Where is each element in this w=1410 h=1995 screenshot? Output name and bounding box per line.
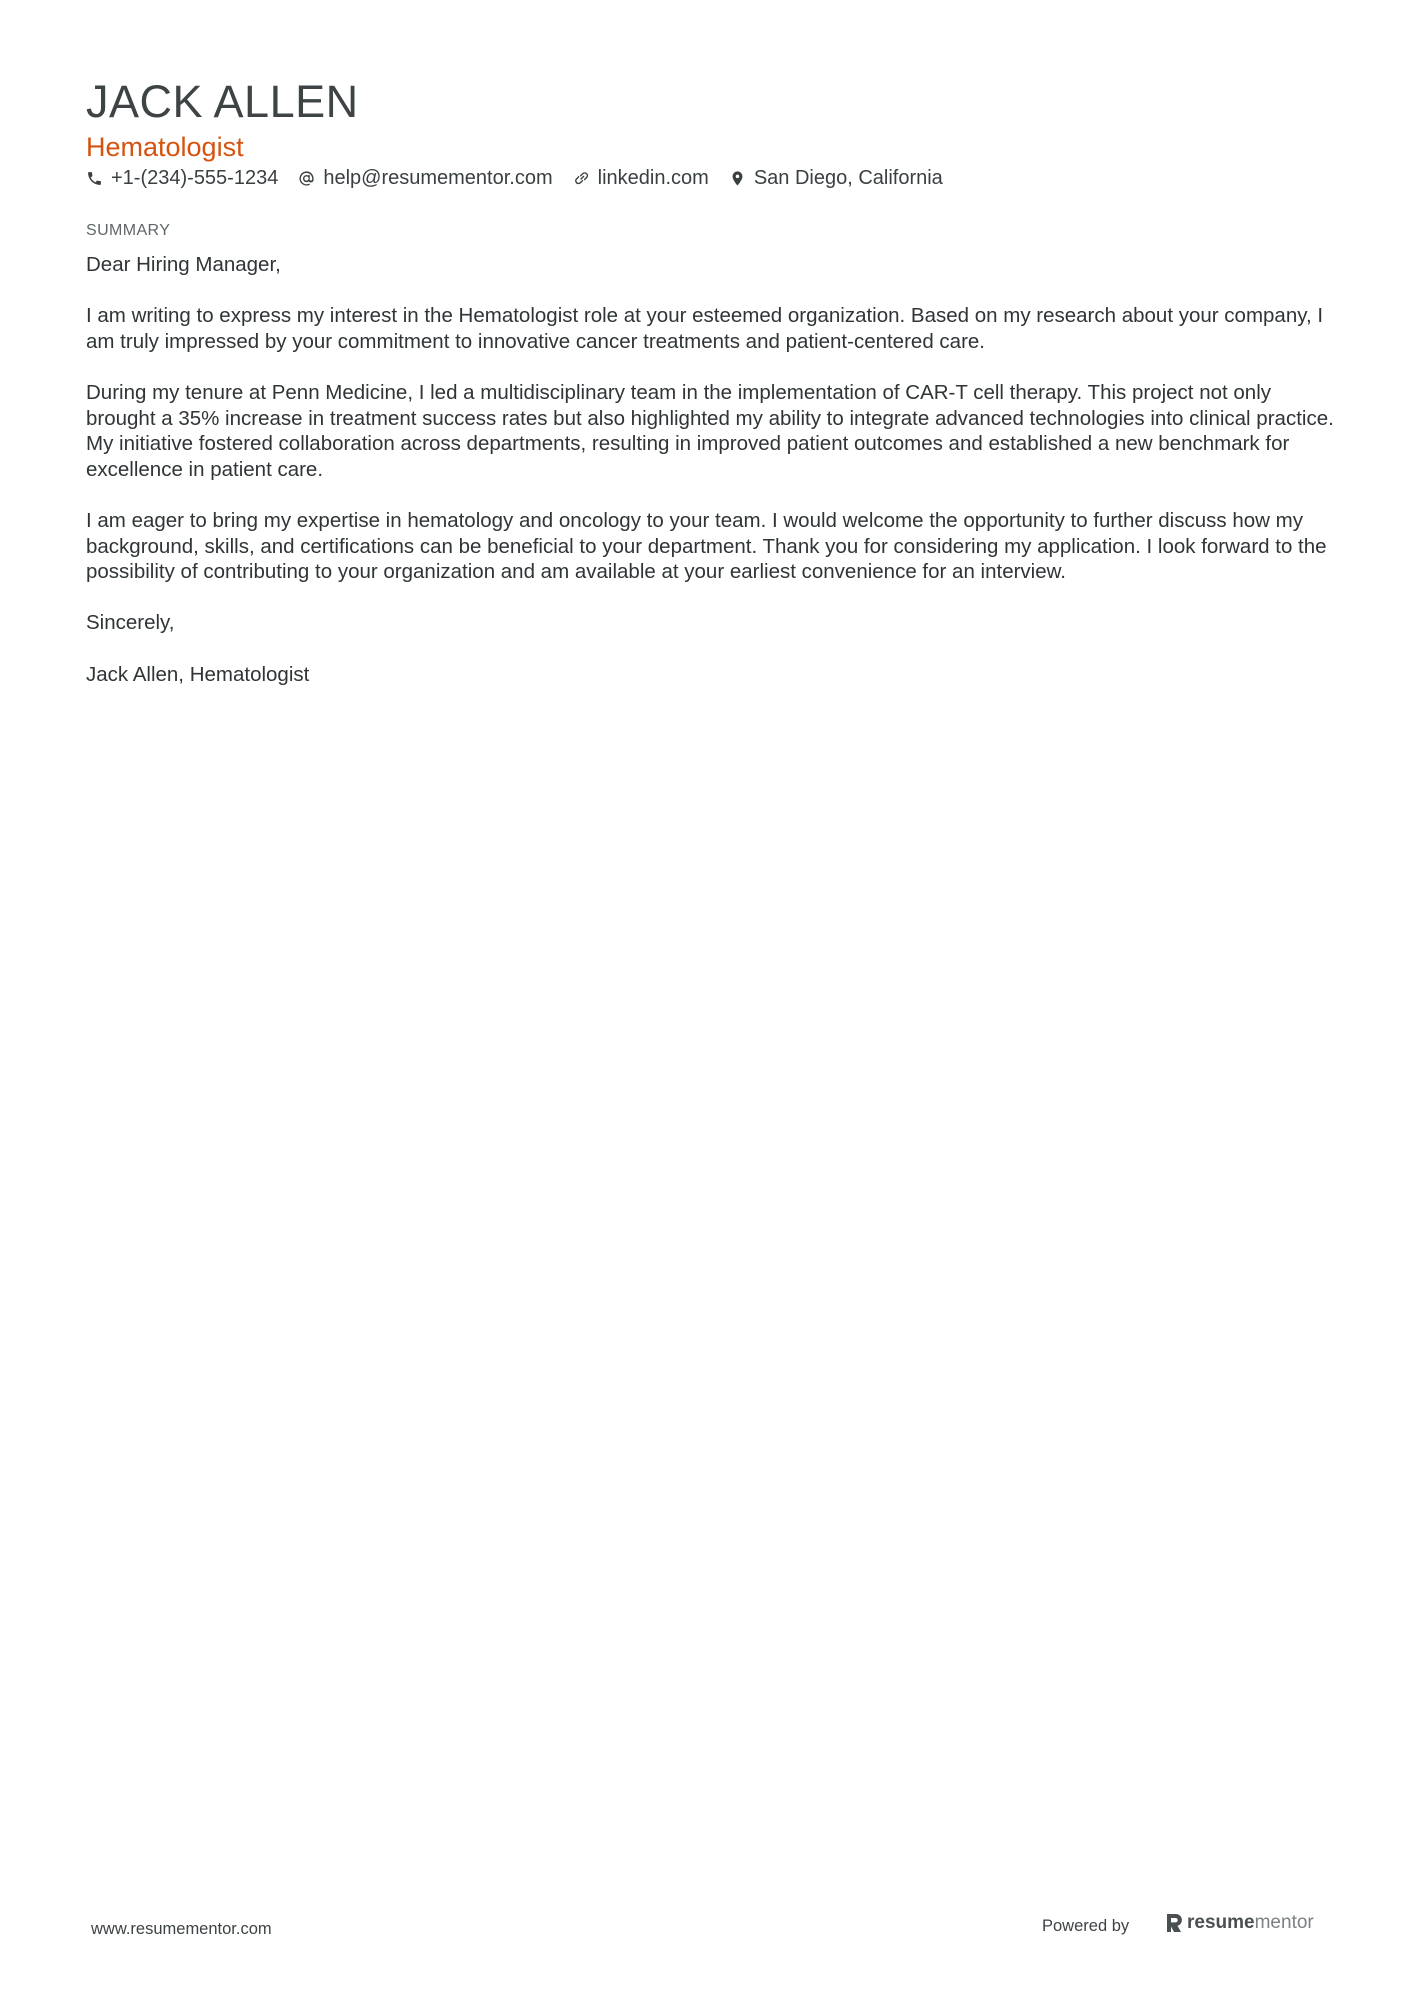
- letter-body: [86, 252, 1336, 713]
- letter-signature: Jack Allen, Hematologist: [86, 662, 310, 686]
- brand-logo[interactable]: [1165, 1912, 1314, 1934]
- powered-by-label: Powered by: [1042, 1917, 1130, 1935]
- phone-text: +1-(234)-555-1234: [111, 167, 279, 189]
- contact-phone: [86, 164, 278, 192]
- link-icon: [573, 170, 590, 187]
- contact-email[interactable]: [298, 164, 552, 192]
- linkedin-text: linkedin.com: [597, 167, 709, 189]
- letter-closing: Sincerely,: [86, 611, 175, 635]
- letter-greeting: Dear Hiring Manager,: [86, 253, 281, 276]
- resumementor-logo-icon: [1165, 1913, 1183, 1933]
- brand-name-light: mentor: [1254, 1912, 1314, 1933]
- contact-bar: [86, 164, 963, 192]
- email-text: help@resumementor.com: [323, 167, 553, 189]
- at-icon: [298, 170, 315, 187]
- summary-heading: SUMMARY: [86, 222, 171, 239]
- letter-paragraph-2: During my tenure at Penn Medicine, I led a multidisciplinary team in the implementation of CAR-T cell therapy. This project not only brought a 35% increase in treatment success rates but also highlighted my ability to integrate advanced technologies into clinical practice. My initiative fostered collaboration across departments, resulting in improved patient outcomes and established a new benchmark for excellence in patient care.: [86, 380, 1334, 481]
- letter-paragraph-3: I am eager to bring my expertise in hematology and oncology to your team. I would welcome the opportunity to further discuss how my background, skills, and certifications can be beneficial to your department. Thank you for considering my application. I look forward to the possibility of contributing to your organization and am available at your earliest convenience for an interview.: [86, 508, 1327, 584]
- footer-website[interactable]: www.resumementor.com: [91, 1920, 272, 1938]
- location-pin-icon: [729, 170, 746, 187]
- brand-name-bold: resume: [1187, 1912, 1255, 1933]
- candidate-title: Hematologist: [86, 132, 244, 162]
- contact-linkedin[interactable]: [573, 164, 709, 192]
- candidate-name: JACK ALLEN: [86, 76, 359, 127]
- letter-paragraph-1: I am writing to express my interest in the Hematologist role at your esteemed organization. Based on my research about your company, I am truly impressed by your commitment to innovative cancer treatments and patient-centered care.: [86, 304, 1324, 353]
- phone-icon: [86, 170, 103, 187]
- contact-location: [729, 164, 943, 192]
- location-text: San Diego, California: [753, 167, 943, 189]
